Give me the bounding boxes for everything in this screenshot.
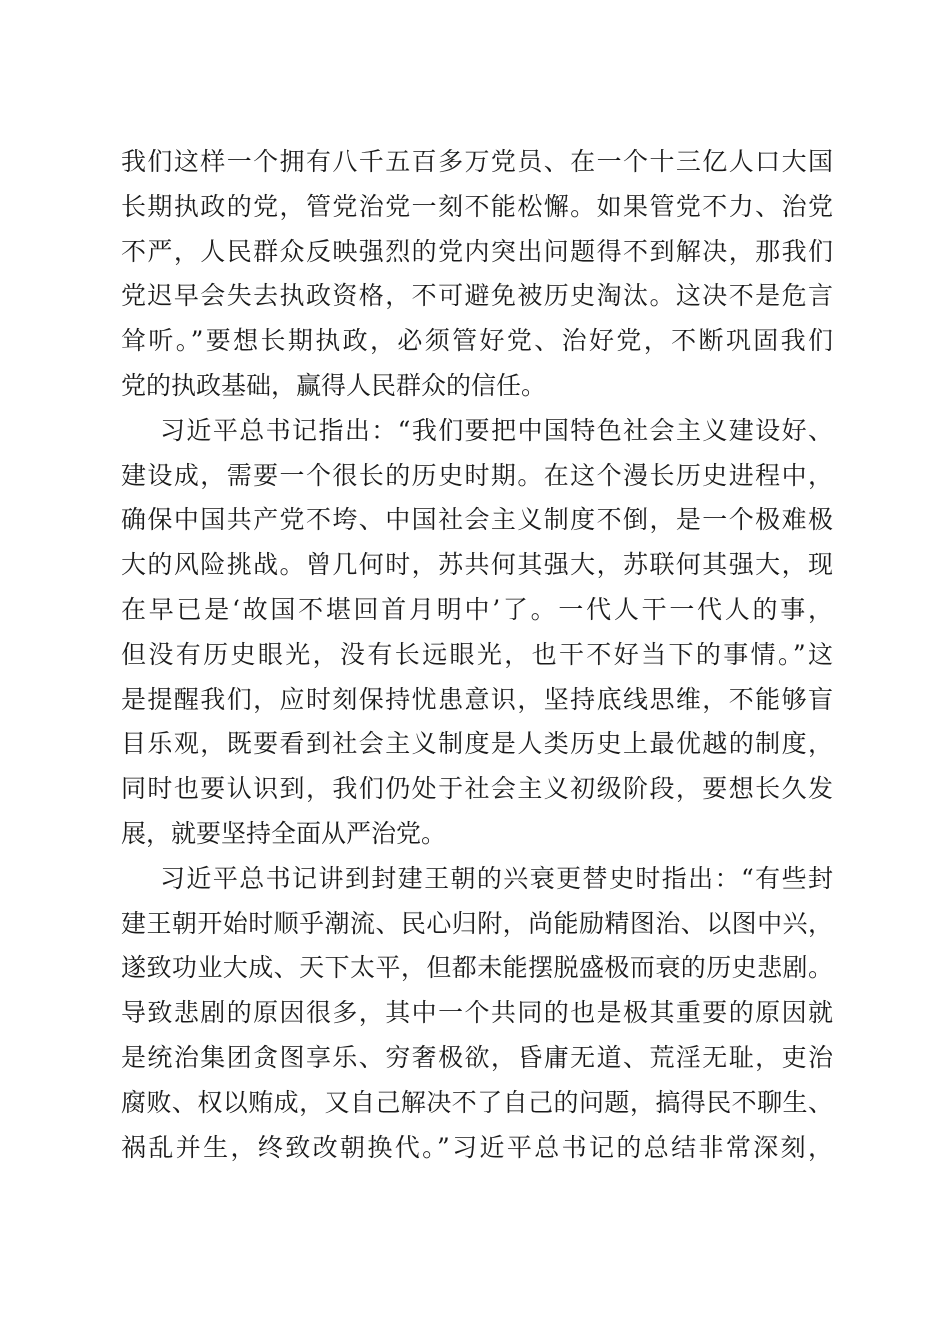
text-line: 习近平总书记讲到封建王朝的兴衰更替史时指出：“有些封 (160, 863, 833, 893)
text-line: 我们这样一个拥有八千五百多万党员、在一个十三亿人口大国 (121, 147, 833, 176)
text-line: 习近平总书记指出：“我们要把中国特色社会主义建设好、 (160, 415, 833, 445)
text-line: 同时也要认识到，我们仍处于社会主义初级阶段，要想长久发 (121, 774, 833, 804)
text-line: 在早已是‘故国不堪回首月明中’了。一代人干一代人的事， (121, 594, 833, 624)
text-line: 导致悲剧的原因很多，其中一个共同的也是极其重要的原因就 (121, 998, 833, 1028)
text-line: 腐败、权以贿成，又自己解决不了自己的问题，搞得民不聊生、 (121, 1087, 833, 1117)
paragraph-2 (121, 409, 833, 857)
text-line: 展，就要坚持全面从严治党。 (121, 818, 447, 848)
text-line: 祸乱并生，终致改朝换代。”习近平总书记的总结非常深刻， (121, 1132, 833, 1162)
text-line: 是提醒我们，应时刻保持忧患意识，坚持底线思维，不能够盲 (121, 684, 833, 714)
text-line: 党迟早会失去执政资格，不可避免被历史淘汰。这决不是危言 (121, 281, 833, 311)
text-line: 建王朝开始时顺乎潮流、民心归附，尚能励精图治、以图中兴， (121, 908, 833, 938)
text-line: 确保中国共产党不垮、中国社会主义制度不倒，是一个极难极 (121, 505, 833, 535)
text-line: 遂致功业大成、天下太平，但都未能摆脱盛极而衰的历史悲剧。 (121, 953, 833, 983)
text-line: 建设成，需要一个很长的历史时期。在这个漫长历史进程中， (121, 460, 833, 490)
paragraph-3 (121, 857, 833, 1171)
text-line: 目乐观，既要看到社会主义制度是人类历史上最优越的制度， (121, 729, 833, 759)
document-body (121, 140, 833, 1170)
text-line: 是统治集团贪图享乐、穷奢极欲，昏庸无道、荒淫无耻，吏治 (121, 1042, 833, 1072)
paragraph-1 (121, 140, 833, 409)
text-line: 耸听。”要想长期执政，必须管好党、治好党，不断巩固我们 (121, 326, 833, 356)
text-line: 大的风险挑战。曾几何时，苏共何其强大，苏联何其强大，现 (121, 550, 833, 580)
text-line: 党的执政基础，赢得人民群众的信任。 (121, 370, 547, 400)
text-line: 长期执政的党，管党治党一刻不能松懈。如果管党不力、治党 (121, 191, 833, 221)
text-line: 但没有历史眼光，没有长远眼光，也干不好当下的事情。”这 (121, 639, 833, 669)
text-line: 不严，人民群众反映强烈的党内突出问题得不到解决，那我们 (121, 236, 833, 266)
